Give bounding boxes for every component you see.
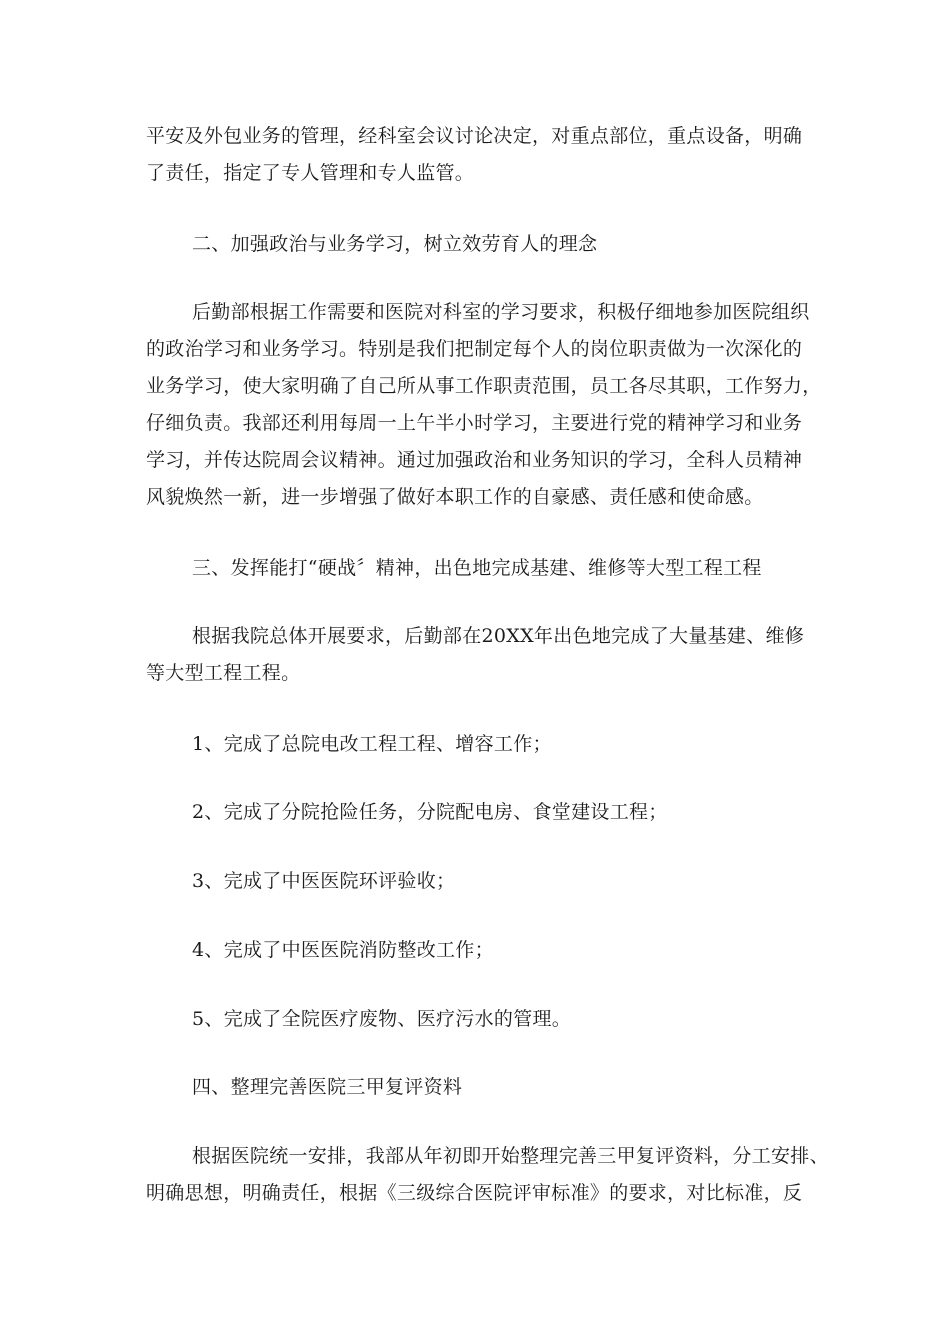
paragraph-line: 后勤部根据工作需要和医院对科室的学习要求，积极仔细地参加医院组织	[192, 301, 810, 323]
section-heading: 二、加强政治与业务学习，树立效劳育人的理念	[192, 233, 598, 255]
paragraph-line: 根据医院统一安排，我部从年初即开始整理完善三甲复评资料，分工安排、	[192, 1145, 829, 1167]
paragraph-line: 平安及外包业务的管理，经科室会议讨论决定，对重点部位，重点设备，明确	[146, 125, 803, 147]
list-item: 5、完成了全院医疗废物、医疗污水的管理。	[192, 1008, 572, 1030]
paragraph-line: 根据我院总体开展要求，后勤部在20XX年出色地完成了大量基建、维修	[192, 625, 805, 647]
paragraph-line: 风貌焕然一新，进一步增强了做好本职工作的自豪感、责任感和使命感。	[146, 486, 764, 508]
list-item: 2、完成了分院抢险任务，分院配电房、食堂建设工程；	[192, 801, 668, 823]
paragraph-line: 仔细负责。我部还利用每周一上午半小时学习，主要进行党的精神学习和业务	[146, 412, 803, 434]
list-item: 4、完成了中医医院消防整改工作；	[192, 939, 494, 961]
paragraph-line: 业务学习，使大家明确了自己所从事工作职责范围，员工各尽其职，工作努力，	[146, 375, 822, 397]
section-heading: 四、整理完善医院三甲复评资料	[192, 1076, 463, 1098]
paragraph-line: 的政治学习和业务学习。特别是我们把制定每个人的岗位职责做为一次深化的	[146, 338, 803, 360]
paragraph-line: 学习，并传达院周会议精神。通过加强政治和业务知识的学习，全科人员精神	[146, 449, 803, 471]
paragraph-line: 了责任，指定了专人管理和专人监管。	[146, 162, 475, 184]
paragraph-line: 明确思想，明确责任，根据《三级综合医院评审标准》的要求，对比标准，反	[146, 1182, 803, 1204]
list-item: 3、完成了中医医院环评验收；	[192, 870, 456, 892]
paragraph-line: 等大型工程工程。	[146, 662, 301, 684]
section-heading: 三、发挥能打“硬战〞精神，出色地完成基建、维修等大型工程工程	[192, 557, 762, 579]
list-item: 1、完成了总院电改工程工程、增容工作；	[192, 733, 552, 755]
